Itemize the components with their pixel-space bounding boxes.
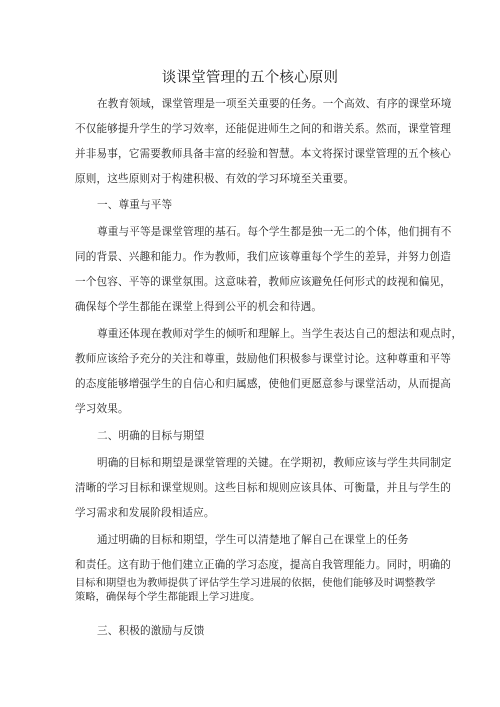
paragraph-line: 的态度能够增强学生的自信心和归属感，使他们更愿意参与课堂活动，从而提高: [75, 378, 452, 390]
paragraph-line: 学习效果。: [75, 403, 129, 415]
paragraph-line: 同的背景、兴趣和能力。作为教师，我们应该尊重每个学生的差异，并努力创造: [75, 251, 452, 263]
section-heading: 三、积极的激励与反馈: [97, 625, 205, 637]
paragraph-line: 学习需求和发展阶段相适应。: [75, 507, 215, 519]
paragraph-line: 策略，确保每个学生都能跟上学习进度。: [75, 591, 261, 603]
intro-line: 并非易事，它需要教师具备丰富的经验和智慧。本文将探讨课堂管理的五个核心: [75, 148, 452, 160]
section-heading: 一、尊重与平等: [97, 199, 173, 211]
intro-line: 不仅能够提升学生的学习效率，还能促进师生之间的和谐关系。然而，课堂管理: [75, 123, 452, 135]
paragraph-line: 和责任。这有助于他们建立正确的学习态度，提高自我管理能力。同时，明确的: [75, 559, 452, 571]
paragraph-line: 一个包容、平等的课堂氛围。这意味着，教师应该避免任何形式的歧视和偏见，: [75, 276, 452, 288]
paragraph-line: 教师应该给予充分的关注和尊重，鼓励他们积极参与课堂讨论。这种尊重和平等: [75, 353, 452, 365]
paragraph-line: 清晰的学习目标和课堂规则。这些目标和规则应该具体、可衡量，并且与学生的: [75, 482, 452, 494]
section-heading: 二、明确的目标与期望: [97, 430, 205, 442]
document-title: 谈课堂管理的五个核心原则: [161, 70, 339, 86]
paragraph-line: 确保每个学生都能在课堂上得到公平的机会和待遇。: [75, 301, 323, 313]
paragraph-line: 通过明确的目标和期望，学生可以清楚地了解自己在课堂上的任务: [97, 534, 409, 546]
intro-line: 原则，这些原则对于构建积极、有效的学习环境至关重要。: [75, 173, 355, 185]
intro-line: 在教育领域，课堂管理是一项至关重要的任务。一个高效、有序的课堂环境: [97, 98, 452, 110]
paragraph-line: 尊重还体现在教师对学生的倾听和理解上。当学生表达自己的想法和观点时，: [97, 328, 463, 340]
paragraph-line: 目标和期望也为教师提供了评估学生学习进展的依据，使他们能够及时调整教学: [75, 577, 436, 589]
paragraph-line: 明确的目标和期望是课堂管理的关键。在学期初，教师应该与学生共同制定: [97, 457, 452, 469]
paragraph-line: 尊重与平等是课堂管理的基石。每个学生都是独一无二的个体，他们拥有不: [97, 226, 452, 238]
